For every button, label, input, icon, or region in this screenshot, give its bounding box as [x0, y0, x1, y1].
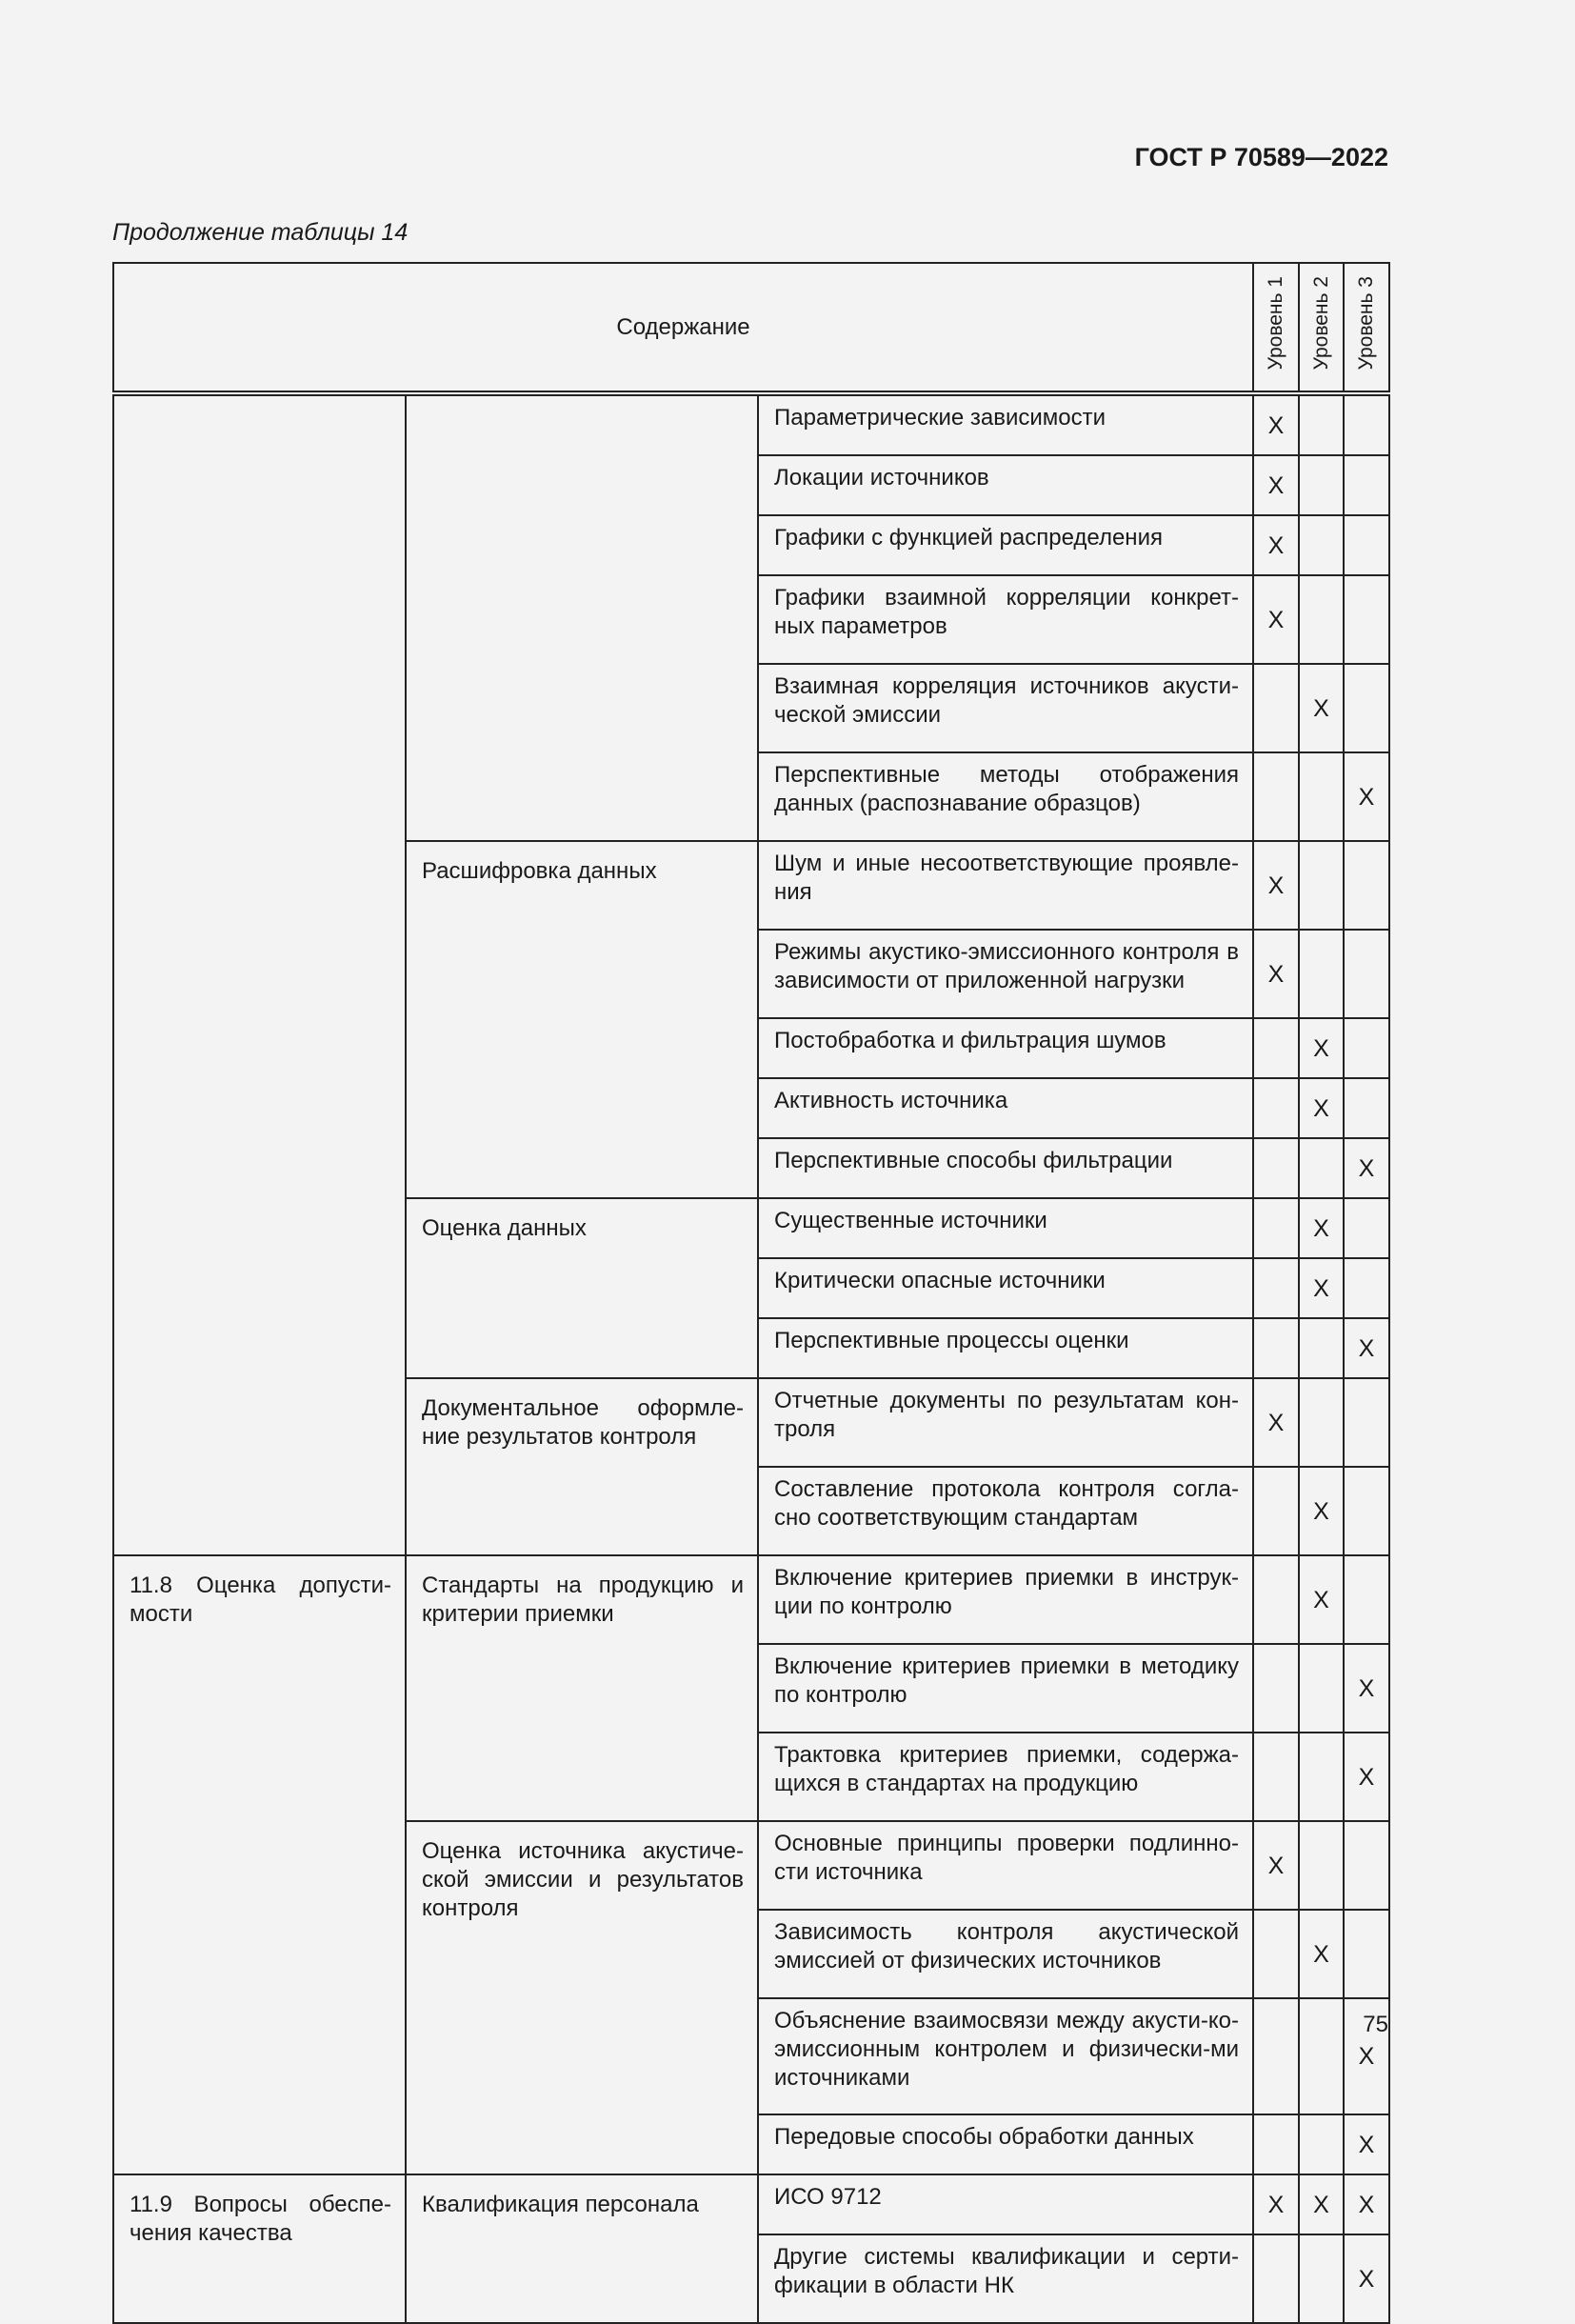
level-1-mark [1253, 1555, 1299, 1644]
level-2-mark [1299, 930, 1344, 1018]
level-1-mark [1253, 752, 1299, 841]
row-text: Взаимная корреляция источников акусти-ческой эмиссии [758, 664, 1253, 752]
row-text: Перспективные способы фильтрации [758, 1138, 1253, 1198]
level-2-mark: X [1299, 2174, 1344, 2234]
level-1-mark [1253, 1733, 1299, 1821]
level-2-mark [1299, 1378, 1344, 1467]
row-text: Графики с функцией распределения [758, 515, 1253, 575]
level-3-mark [1344, 515, 1389, 575]
level-3-mark: X [1344, 752, 1389, 841]
level-1-mark [1253, 1644, 1299, 1733]
level-2-mark [1299, 1644, 1344, 1733]
row-text: Активность источника [758, 1078, 1253, 1138]
level-3-mark: X [1344, 2114, 1389, 2174]
level-3-mark [1344, 1078, 1389, 1138]
level-2-mark [1299, 2234, 1344, 2323]
level-1-mark [1253, 1198, 1299, 1258]
row-text: Трактовка критериев приемки, содержа-щихся в стандартах на продукцию [758, 1733, 1253, 1821]
section-label: 11.8 Оценка допусти-мости [113, 1555, 406, 2174]
row-text: ИСО 9712 [758, 2174, 1253, 2234]
level-3-mark [1344, 930, 1389, 1018]
level-1-mark [1253, 1318, 1299, 1378]
row-text: Включение критериев приемки в методику по контролю [758, 1644, 1253, 1733]
row-text: Отчетные документы по результатам кон-троля [758, 1378, 1253, 1467]
level-1-mark: X [1253, 2174, 1299, 2234]
page-number: 75 [1363, 2012, 1388, 2037]
competency-table [112, 262, 1390, 2324]
level-1-mark: X [1253, 1378, 1299, 1467]
group-label: Расшифровка данных [406, 841, 758, 1198]
row-text: Другие системы квалификации и серти-фикации в области НК [758, 2234, 1253, 2323]
level-3-mark: X [1344, 1733, 1389, 1821]
row-text: Перспективные методы отображения данных (распознавание образцов) [758, 752, 1253, 841]
row-text: Существенные источники [758, 1198, 1253, 1258]
level-1-mark [1253, 2114, 1299, 2174]
row-text: Передовые способы обработки данных [758, 2114, 1253, 2174]
header-level-2: Уровень 2 [1299, 263, 1344, 393]
level-2-mark: X [1299, 1198, 1344, 1258]
header-content: Содержание [113, 263, 1253, 393]
level-1-mark [1253, 1467, 1299, 1555]
document-code: ГОСТ Р 70589—2022 [1134, 143, 1388, 171]
level-1-mark: X [1253, 575, 1299, 664]
row-text: Параметрические зависимости [758, 393, 1253, 455]
level-2-mark: X [1299, 1258, 1344, 1318]
level-2-mark [1299, 2114, 1344, 2174]
level-3-mark [1344, 1910, 1389, 1998]
level-3-mark: X [1344, 2174, 1389, 2234]
level-3-mark: X [1344, 1138, 1389, 1198]
table-caption: Продолжение таблицы 14 [112, 219, 409, 246]
row-text: Перспективные процессы оценки [758, 1318, 1253, 1378]
level-3-mark: X [1344, 1644, 1389, 1733]
level-1-mark [1253, 1078, 1299, 1138]
row-text: Режимы акустико-эмиссионного контроля в зависимости от приложенной нагрузки [758, 930, 1253, 1018]
table-row [113, 1555, 1389, 1644]
level-1-mark [1253, 1998, 1299, 2114]
level-1-mark [1253, 1018, 1299, 1078]
row-text: Составление протокола контроля согла-сно соответствующим стандартам [758, 1467, 1253, 1555]
level-1-mark: X [1253, 930, 1299, 1018]
section-cell-empty [113, 393, 406, 1555]
level-3-mark [1344, 1378, 1389, 1467]
level-3-mark: X [1344, 1998, 1389, 2114]
level-1-mark: X [1253, 455, 1299, 515]
level-3-mark [1344, 1555, 1389, 1644]
level-1-mark [1253, 2234, 1299, 2323]
level-3-mark: X [1344, 1318, 1389, 1378]
level-2-mark: X [1299, 1910, 1344, 1998]
level-2-mark: X [1299, 1467, 1344, 1555]
level-2-mark [1299, 752, 1344, 841]
level-2-mark [1299, 1821, 1344, 1910]
level-3-mark [1344, 1018, 1389, 1078]
level-1-mark [1253, 1258, 1299, 1318]
level-2-mark [1299, 1318, 1344, 1378]
level-1-mark: X [1253, 1821, 1299, 1910]
level-2-mark: X [1299, 1018, 1344, 1078]
level-3-mark [1344, 575, 1389, 664]
row-text: Постобработка и фильтрация шумов [758, 1018, 1253, 1078]
row-text: Графики взаимной корреляции конкрет-ных параметров [758, 575, 1253, 664]
level-2-mark: X [1299, 1078, 1344, 1138]
level-2-mark [1299, 393, 1344, 455]
table-header-row [113, 263, 1389, 393]
group-label: Оценка источника акустиче-ской эмиссии и результатов контроля [406, 1821, 758, 2174]
group-cell-empty [406, 393, 758, 841]
level-2-mark [1299, 1998, 1344, 2114]
header-level-3: Уровень 3 [1344, 263, 1389, 393]
level-3-mark [1344, 664, 1389, 752]
level-2-mark [1299, 1733, 1344, 1821]
group-label: Квалификация персонала [406, 2174, 758, 2323]
level-1-mark [1253, 664, 1299, 752]
level-2-mark: X [1299, 1555, 1344, 1644]
level-3-mark [1344, 841, 1389, 930]
row-text: Шум и иные несоответствующие проявле-ния [758, 841, 1253, 930]
row-text: Локации источников [758, 455, 1253, 515]
group-label: Оценка данных [406, 1198, 758, 1378]
level-1-mark: X [1253, 841, 1299, 930]
header-level-1: Уровень 1 [1253, 263, 1299, 393]
level-3-mark: X [1344, 2234, 1389, 2323]
level-2-mark [1299, 455, 1344, 515]
level-2-mark [1299, 515, 1344, 575]
table-row [113, 2174, 1389, 2234]
level-2-mark [1299, 841, 1344, 930]
group-label: Стандарты на продукцию и критерии приемки [406, 1555, 758, 1821]
level-3-mark [1344, 1467, 1389, 1555]
row-text: Критически опасные источники [758, 1258, 1253, 1318]
level-3-mark [1344, 1198, 1389, 1258]
row-text: Зависимость контроля акустической эмиссией от физических источников [758, 1910, 1253, 1998]
group-label: Документальное оформле-ние результатов контроля [406, 1378, 758, 1555]
level-2-mark [1299, 1138, 1344, 1198]
level-3-mark [1344, 1821, 1389, 1910]
level-1-mark: X [1253, 515, 1299, 575]
section-label: 11.9 Вопросы обеспе-чения качества [113, 2174, 406, 2323]
level-3-mark [1344, 393, 1389, 455]
row-text: Включение критериев приемки в инструк-ции по контролю [758, 1555, 1253, 1644]
level-3-mark [1344, 1258, 1389, 1318]
level-2-mark [1299, 575, 1344, 664]
level-1-mark [1253, 1138, 1299, 1198]
level-1-mark: X [1253, 393, 1299, 455]
table-row [113, 393, 1389, 455]
level-1-mark [1253, 1910, 1299, 1998]
level-3-mark [1344, 455, 1389, 515]
level-2-mark: X [1299, 664, 1344, 752]
row-text: Объяснение взаимосвязи между акусти-ко-эмиссионным контролем и физически-ми источниками [758, 1998, 1253, 2114]
row-text: Основные принципы проверки подлинно-сти источника [758, 1821, 1253, 1910]
